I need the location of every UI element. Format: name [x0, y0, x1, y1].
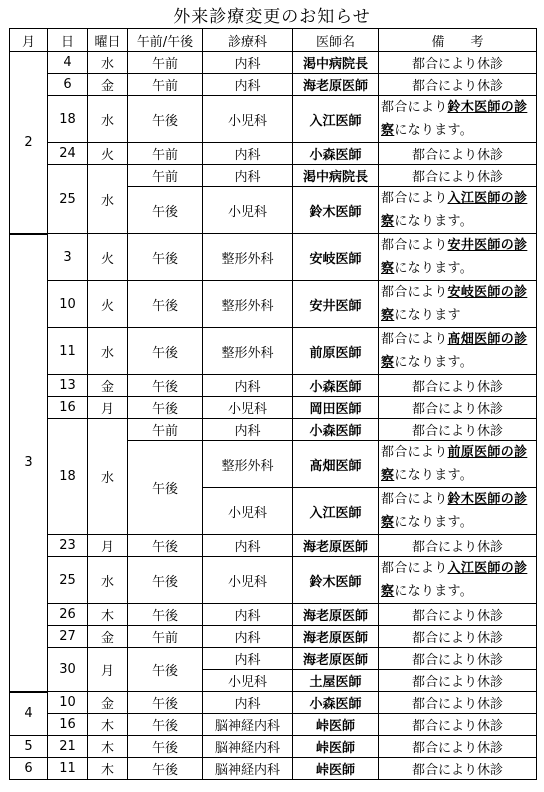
ampm-cell: 午後 [128, 187, 203, 234]
remarks-cell: 都合により休診 [379, 165, 537, 187]
month-cell: 6 [10, 758, 48, 780]
header-weekday: 曜日 [88, 29, 128, 52]
remarks-cell: 都合により休診 [379, 143, 537, 165]
page-title: 外来診療変更のお知らせ [173, 7, 371, 27]
remarks-cell [379, 96, 537, 143]
table-row [10, 736, 537, 758]
dept-cell: 整形外科 [203, 281, 293, 328]
weekday-cell: 火 [88, 234, 128, 281]
weekday-cell: 木 [88, 604, 128, 626]
ampm-cell: 午後 [128, 234, 203, 281]
day-cell: 11 [48, 328, 88, 375]
table-row [10, 397, 537, 419]
header-day: 日 [48, 29, 88, 52]
ampm-cell: 午後 [128, 441, 203, 535]
dept-cell: 内科 [203, 143, 293, 165]
remarks-cell [379, 441, 537, 488]
remarks-cell: 都合により休診 [379, 535, 537, 557]
ampm-cell: 午後 [128, 397, 203, 419]
substitute-doctor-link: 安岐医師の診察 [381, 285, 528, 323]
ampm-cell: 午前 [128, 626, 203, 648]
doctor-cell: 入江医師 [293, 96, 379, 143]
dept-cell: 整形外科 [203, 234, 293, 281]
remarks-cell [379, 281, 537, 328]
remarks-cell [379, 187, 537, 234]
doctor-cell: 海老原医師 [293, 74, 379, 96]
weekday-cell: 金 [88, 74, 128, 96]
doctor-cell: 髙畑医師 [293, 441, 379, 488]
day-cell: 4 [48, 52, 88, 74]
dept-cell: 内科 [203, 375, 293, 397]
ampm-cell: 午前 [128, 74, 203, 96]
weekday-cell: 月 [88, 397, 128, 419]
doctor-cell: 鈴木医師 [293, 557, 379, 604]
day-cell: 10 [48, 692, 88, 714]
dept-cell: 内科 [203, 604, 293, 626]
doctor-cell: 入江医師 [293, 488, 379, 535]
doctor-cell: 海老原医師 [293, 648, 379, 670]
month-cell: 4 [10, 692, 48, 736]
day-cell: 26 [48, 604, 88, 626]
header-month: 月 [10, 29, 48, 52]
weekday-cell: 水 [88, 96, 128, 143]
day-cell: 3 [48, 234, 88, 281]
month-cell: 2 [10, 52, 48, 234]
month-cell: 3 [10, 234, 48, 692]
remarks-text: 都合により [381, 445, 448, 460]
doctor-cell: 峠医師 [293, 714, 379, 736]
remarks-text: になります。 [394, 355, 474, 370]
table-row [10, 165, 537, 187]
table-row [10, 74, 537, 96]
day-cell: 25 [48, 557, 88, 604]
weekday-cell: 木 [88, 736, 128, 758]
doctor-cell: 岡田医師 [293, 397, 379, 419]
remarks-text: になります [394, 308, 461, 323]
ampm-cell: 午後 [128, 557, 203, 604]
table-row [10, 714, 537, 736]
ampm-cell: 午後 [128, 604, 203, 626]
day-cell: 18 [48, 419, 88, 535]
table-row [10, 375, 537, 397]
ampm-cell: 午後 [128, 96, 203, 143]
substitute-doctor-link: 鈴木医師の診察 [381, 100, 528, 138]
dept-cell: 小児科 [203, 187, 293, 234]
dept-cell: 整形外科 [203, 328, 293, 375]
remarks-text: 都合により [381, 191, 448, 206]
remarks-cell: 都合により休診 [379, 648, 537, 670]
ampm-cell: 午後 [128, 692, 203, 714]
weekday-cell: 火 [88, 281, 128, 328]
schedule-table [9, 28, 537, 780]
dept-cell: 脳神経内科 [203, 714, 293, 736]
dept-cell: 内科 [203, 52, 293, 74]
remarks-cell: 都合により休診 [379, 375, 537, 397]
doctor-cell: 小森医師 [293, 143, 379, 165]
substitute-doctor-link: 入江医師の診察 [381, 191, 528, 229]
remarks-text: になります。 [394, 123, 474, 138]
weekday-cell: 水 [88, 328, 128, 375]
remarks-cell [379, 328, 537, 375]
table-row [10, 281, 537, 328]
weekday-cell: 火 [88, 143, 128, 165]
remarks-text: になります。 [394, 468, 474, 483]
header-doctor: 医師名 [293, 29, 379, 52]
ampm-cell: 午後 [128, 714, 203, 736]
day-cell: 23 [48, 535, 88, 557]
doctor-cell: 渇中病院長 [293, 52, 379, 74]
table-header-row [10, 29, 537, 52]
table-row [10, 234, 537, 281]
weekday-cell: 金 [88, 692, 128, 714]
weekday-cell: 木 [88, 714, 128, 736]
doctor-cell: 土屋医師 [293, 670, 379, 692]
remarks-cell: 都合により休診 [379, 52, 537, 74]
ampm-cell: 午後 [128, 736, 203, 758]
ampm-cell: 午後 [128, 535, 203, 557]
doctor-cell: 渇中病院長 [293, 165, 379, 187]
weekday-cell: 水 [88, 557, 128, 604]
remarks-cell: 都合により休診 [379, 670, 537, 692]
ampm-cell: 午前 [128, 165, 203, 187]
weekday-cell: 金 [88, 626, 128, 648]
dept-cell: 内科 [203, 626, 293, 648]
remarks-text: になります。 [394, 214, 474, 229]
doctor-cell: 峠医師 [293, 736, 379, 758]
substitute-doctor-link: 鈴木医師の診察 [381, 492, 528, 530]
remarks-cell: 都合により休診 [379, 758, 537, 780]
remarks-cell: 都合により休診 [379, 419, 537, 441]
remarks-cell: 都合により休診 [379, 74, 537, 96]
doctor-cell: 海老原医師 [293, 604, 379, 626]
table-row [10, 626, 537, 648]
dept-cell: 小児科 [203, 397, 293, 419]
remarks-cell [379, 488, 537, 535]
dept-cell: 小児科 [203, 96, 293, 143]
ampm-cell: 午後 [128, 648, 203, 692]
dept-cell: 脳神経内科 [203, 758, 293, 780]
substitute-doctor-link: 前原医師の診察 [381, 445, 528, 483]
doctor-cell: 小森医師 [293, 375, 379, 397]
remarks-text: 都合により [381, 238, 448, 253]
ampm-cell: 午後 [128, 328, 203, 375]
table-row [10, 557, 537, 604]
dept-cell: 小児科 [203, 670, 293, 692]
day-cell: 11 [48, 758, 88, 780]
day-cell: 16 [48, 397, 88, 419]
remarks-cell: 都合により休診 [379, 692, 537, 714]
remarks-text: 都合により [381, 285, 448, 300]
dept-cell: 内科 [203, 535, 293, 557]
day-cell: 24 [48, 143, 88, 165]
ampm-cell: 午前 [128, 419, 203, 441]
table-row [10, 143, 537, 165]
remarks-text: 都合により [381, 561, 448, 576]
day-cell: 10 [48, 281, 88, 328]
dept-cell: 小児科 [203, 488, 293, 535]
dept-cell: 整形外科 [203, 441, 293, 488]
remarks-text: 都合により [381, 100, 448, 115]
header-dept: 診療科 [203, 29, 293, 52]
doctor-cell: 安井医師 [293, 281, 379, 328]
weekday-cell: 月 [88, 535, 128, 557]
day-cell: 13 [48, 375, 88, 397]
day-cell: 27 [48, 626, 88, 648]
header-remarks: 備 考 [379, 29, 537, 52]
table-row [10, 604, 537, 626]
table-row [10, 328, 537, 375]
ampm-cell: 午後 [128, 281, 203, 328]
day-cell: 25 [48, 165, 88, 234]
weekday-cell: 月 [88, 648, 128, 692]
dept-cell: 内科 [203, 648, 293, 670]
ampm-cell: 午前 [128, 52, 203, 74]
day-cell: 6 [48, 74, 88, 96]
dept-cell: 内科 [203, 165, 293, 187]
remarks-cell: 都合により休診 [379, 714, 537, 736]
remarks-cell [379, 234, 537, 281]
dept-cell: 内科 [203, 692, 293, 714]
weekday-cell: 金 [88, 375, 128, 397]
header-ampm: 午前/午後 [128, 29, 203, 52]
table-row [10, 758, 537, 780]
substitute-doctor-link: 安井医師の診察 [381, 238, 528, 276]
table-row [10, 692, 537, 714]
table-row [10, 96, 537, 143]
doctor-cell: 鈴木医師 [293, 187, 379, 234]
weekday-cell: 水 [88, 165, 128, 234]
doctor-cell: 安岐医師 [293, 234, 379, 281]
weekday-cell: 水 [88, 419, 128, 535]
doctor-cell: 小森医師 [293, 692, 379, 714]
table-row [10, 419, 537, 441]
doctor-cell: 小森医師 [293, 419, 379, 441]
doctor-cell: 峠医師 [293, 758, 379, 780]
day-cell: 16 [48, 714, 88, 736]
substitute-doctor-link: 入江医師の診察 [381, 561, 528, 599]
day-cell: 18 [48, 96, 88, 143]
day-cell: 21 [48, 736, 88, 758]
remarks-cell: 都合により休診 [379, 736, 537, 758]
remarks-cell [379, 557, 537, 604]
dept-cell: 小児科 [203, 557, 293, 604]
ampm-cell: 午前 [128, 143, 203, 165]
remarks-text: になります。 [394, 261, 474, 276]
ampm-cell: 午後 [128, 758, 203, 780]
dept-cell: 脳神経内科 [203, 736, 293, 758]
remarks-text: になります。 [394, 584, 474, 599]
weekday-cell: 木 [88, 758, 128, 780]
remarks-text: 都合により [381, 492, 448, 507]
ampm-cell: 午後 [128, 375, 203, 397]
substitute-doctor-link: 髙畑医師の診察 [381, 332, 528, 370]
remarks-text: 都合により [381, 332, 448, 347]
remarks-cell: 都合により休診 [379, 397, 537, 419]
remarks-cell: 都合により休診 [379, 626, 537, 648]
day-cell: 30 [48, 648, 88, 692]
remarks-cell: 都合により休診 [379, 604, 537, 626]
remarks-text: になります。 [394, 515, 474, 530]
doctor-cell: 海老原医師 [293, 626, 379, 648]
doctor-cell: 前原医師 [293, 328, 379, 375]
doctor-cell: 海老原医師 [293, 535, 379, 557]
table-row [10, 648, 537, 670]
table-row [10, 52, 537, 74]
weekday-cell: 水 [88, 52, 128, 74]
dept-cell: 内科 [203, 419, 293, 441]
table-row [10, 535, 537, 557]
month-cell: 5 [10, 736, 48, 758]
dept-cell: 内科 [203, 74, 293, 96]
